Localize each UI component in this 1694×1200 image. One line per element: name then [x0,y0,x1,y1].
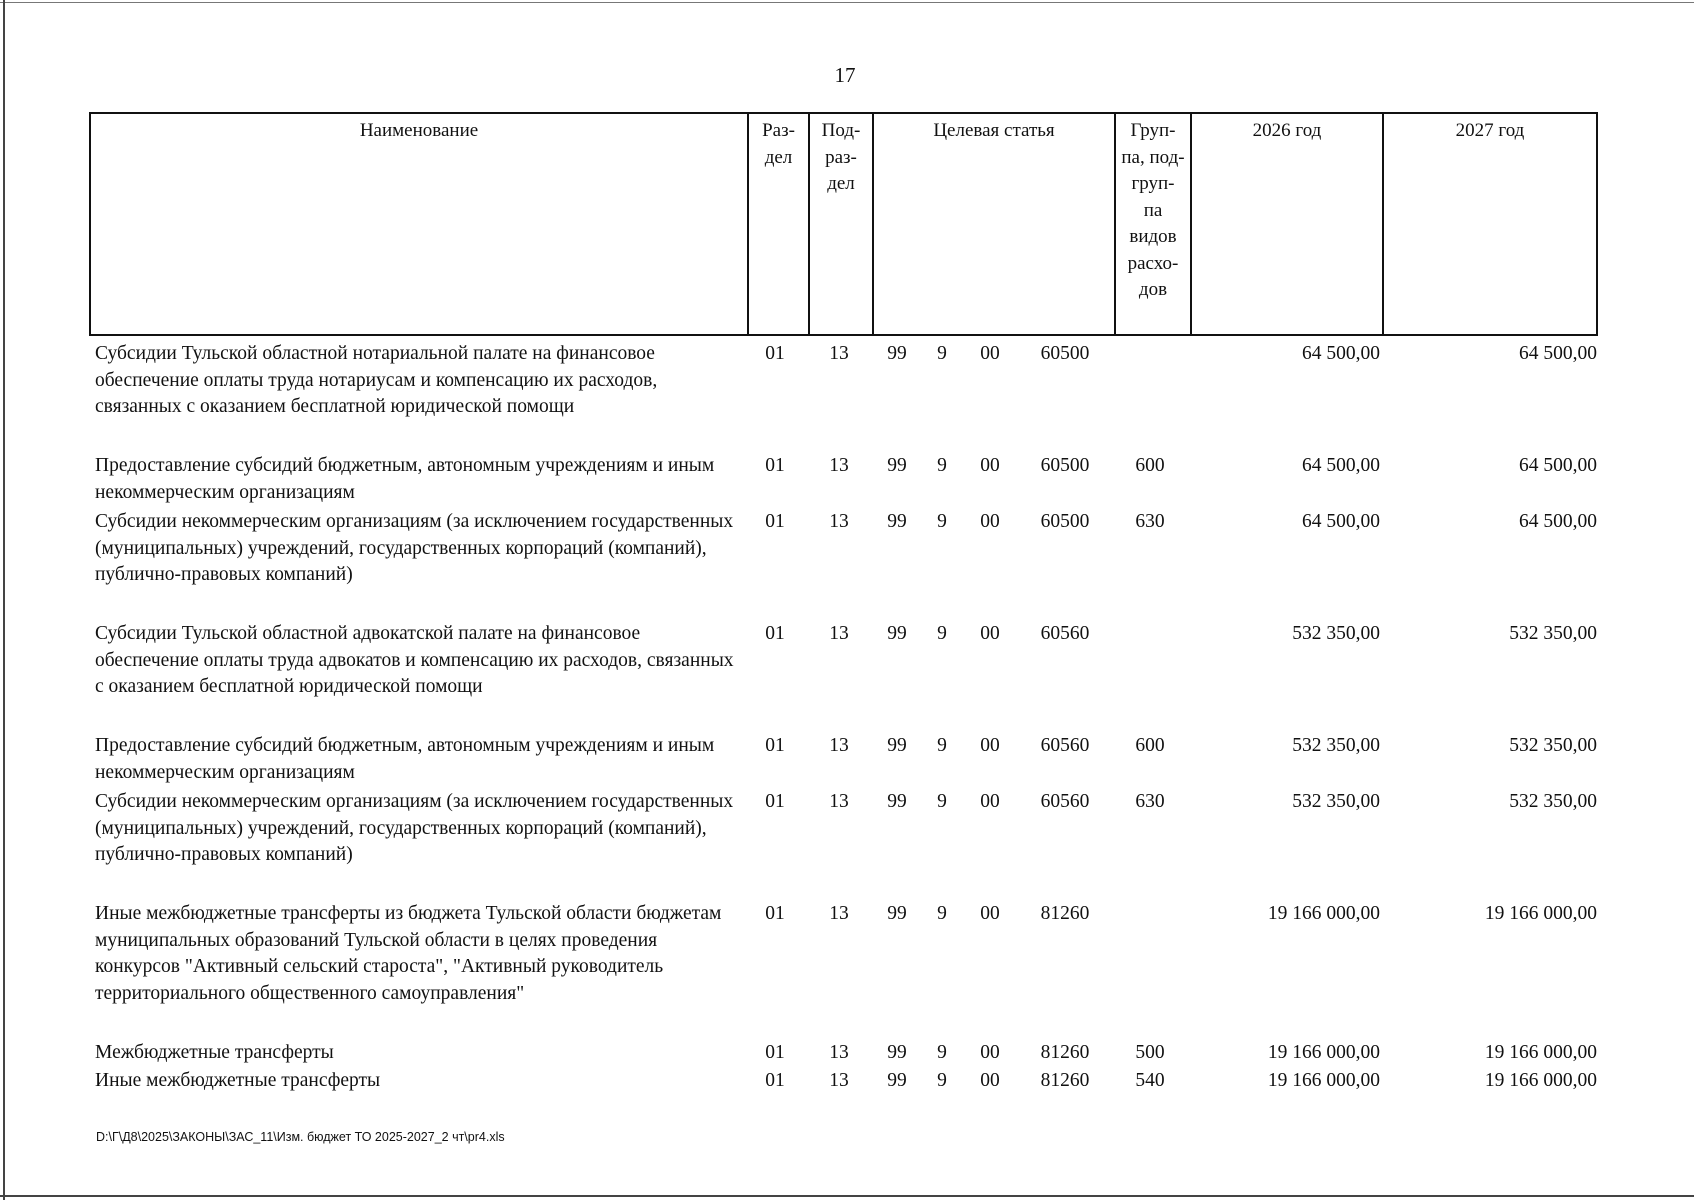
row-amount-2027: 532 350,00 [1509,791,1597,812]
row-target-event: 00 [980,1070,1000,1091]
row-razdel: 01 [765,903,785,924]
row-podrazdel: 13 [829,343,849,364]
row-razdel: 01 [765,1070,785,1091]
row-expense-group: 630 [1135,511,1165,532]
header-year-2026: 2026 год [1192,114,1384,334]
row-amount-2026: 19 166 000,00 [1267,1042,1380,1063]
row-name: Субсидии некоммерческим организациям (за исключением государственных (муниципальных) учреждений, государственных корпораций (компаний), публично-правовых компаний) [95,511,734,585]
row-target-event: 00 [980,1042,1000,1063]
header-year-2027: 2027 год [1455,120,1525,141]
row-podrazdel: 13 [829,511,849,532]
header-target-article: Целевая статья [874,114,1116,334]
row-target-direction: 60560 [1040,791,1090,812]
row-target-event: 00 [980,791,1000,812]
row-target-direction: 60500 [1040,511,1090,532]
file-path-footer: D:\Г\Д8\2025\ЗАКОНЫ\ЗАС_11\Изм. бюджет ТО 2025-2027_2 чт\pr4.xls [96,1130,505,1144]
row-target-program: 99 [887,343,907,364]
header-razdel: Раз- дел [749,114,810,334]
row-target-event: 00 [980,735,1000,756]
header-expense-group: Груп- па, под- груп- па видов расхо- дов [1116,114,1192,334]
row-amount-2026: 64 500,00 [1302,343,1380,364]
row-name: Иные межбюджетные трансферты [95,1070,381,1091]
row-name: Субсидии некоммерческим организациям (за исключением государственных (муниципальных) учреждений, государственных корпораций (компаний), публично-правовых компаний) [95,791,734,865]
row-podrazdel: 13 [829,791,849,812]
row-name: Межбюджетные трансферты [95,1042,334,1063]
row-target-program: 99 [887,511,907,532]
row-name: Предоставление субсидий бюджетным, автономным учреждениям и иным некоммерческим организациям [95,735,715,783]
row-razdel: 01 [765,343,785,364]
row-podrazdel: 13 [829,1070,849,1091]
row-expense-group: 600 [1135,735,1165,756]
row-podrazdel: 13 [829,455,849,476]
row-target-direction: 60500 [1040,343,1090,364]
row-target-program: 99 [887,735,907,756]
row-amount-2027: 64 500,00 [1519,511,1597,532]
row-name: Предоставление субсидий бюджетным, автономным учреждениям и иным некоммерческим организациям [95,455,715,503]
row-target-event: 00 [980,903,1000,924]
row-target-direction: 60560 [1040,623,1090,644]
row-amount-2026: 19 166 000,00 [1267,1070,1380,1091]
row-target-program: 99 [887,623,907,644]
row-target-subprogram: 9 [937,735,947,756]
row-target-direction: 81260 [1040,1042,1090,1063]
row-amount-2026: 19 166 000,00 [1267,903,1380,924]
row-target-subprogram: 9 [937,791,947,812]
row-target-subprogram: 9 [937,1042,947,1063]
row-target-event: 00 [980,511,1000,532]
row-razdel: 01 [765,1042,785,1063]
row-amount-2027: 532 350,00 [1509,623,1597,644]
row-razdel: 01 [765,511,785,532]
row-target-subprogram: 9 [937,903,947,924]
page-number: 17 [834,63,856,87]
row-amount-2027: 19 166 000,00 [1484,1042,1597,1063]
row-amount-2026: 532 350,00 [1292,791,1380,812]
row-podrazdel: 13 [829,623,849,644]
scan-frame-left [3,0,5,1200]
row-target-direction: 81260 [1040,1070,1090,1091]
scan-frame-bottom [0,1195,1694,1197]
row-expense-group: 630 [1135,791,1165,812]
row-target-event: 00 [980,623,1000,644]
row-razdel: 01 [765,623,785,644]
row-razdel: 01 [765,791,785,812]
row-name: Иные межбюджетные трансферты из бюджета Тульской области бюджетам муниципальных образований Тульской области в целях проведения конкурсов "Активный сельский староста", "Активный руководитель территориального общественного самоуправления" [95,903,722,1004]
row-target-event: 00 [980,343,1000,364]
row-target-program: 99 [887,1042,907,1063]
row-amount-2027: 64 500,00 [1519,343,1597,364]
row-amount-2026: 532 350,00 [1292,735,1380,756]
row-podrazdel: 13 [829,1042,849,1063]
row-podrazdel: 13 [829,903,849,924]
row-target-subprogram: 9 [937,343,947,364]
row-razdel: 01 [765,735,785,756]
row-name: Субсидии Тульской областной адвокатской палате на финансовое обеспечение оплаты труда адвокатов и компенсацию их расходов, связанных с оказанием бесплатной юридической помощи [95,623,734,697]
row-podrazdel: 13 [829,735,849,756]
row-name: Субсидии Тульской областной нотариальной палате на финансовое обеспечение оплаты труда нотариусам и компенсацию их расходов, связанных с оказанием бесплатной юридической помощи [95,343,658,417]
row-expense-group: 540 [1135,1070,1165,1091]
row-target-program: 99 [887,903,907,924]
row-razdel: 01 [765,455,785,476]
row-amount-2027: 532 350,00 [1509,735,1597,756]
row-target-event: 00 [980,455,1000,476]
row-target-direction: 81260 [1040,903,1090,924]
row-target-program: 99 [887,791,907,812]
scan-frame-top [0,2,1694,3]
row-amount-2026: 64 500,00 [1302,511,1380,532]
row-amount-2027: 19 166 000,00 [1484,1070,1597,1091]
header-podrazdel: Под- раз- дел [810,114,874,334]
row-target-subprogram: 9 [937,1070,947,1091]
row-target-program: 99 [887,455,907,476]
row-target-direction: 60500 [1040,455,1090,476]
row-expense-group: 500 [1135,1042,1165,1063]
row-amount-2026: 532 350,00 [1292,623,1380,644]
row-amount-2026: 64 500,00 [1302,455,1380,476]
row-target-program: 99 [887,1070,907,1091]
row-expense-group: 600 [1135,455,1165,476]
row-target-subprogram: 9 [937,623,947,644]
table-header [89,112,1598,336]
row-target-direction: 60560 [1040,735,1090,756]
row-amount-2027: 19 166 000,00 [1484,903,1597,924]
header-name: Наименование [91,114,749,334]
row-amount-2027: 64 500,00 [1519,455,1597,476]
row-target-subprogram: 9 [937,455,947,476]
row-target-subprogram: 9 [937,511,947,532]
